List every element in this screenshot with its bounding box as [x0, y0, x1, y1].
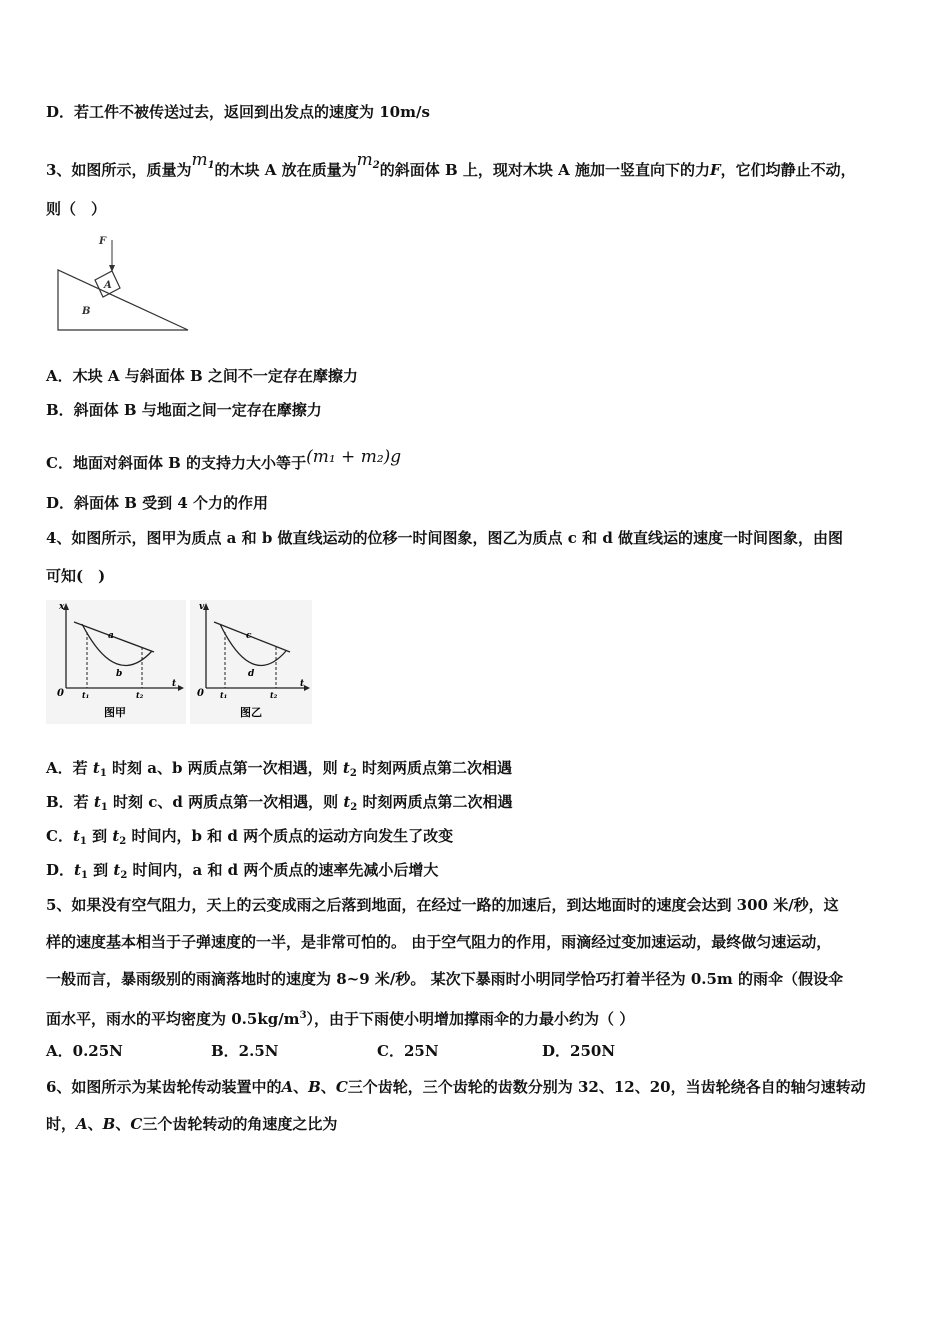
- q3-option-d: D．斜面体 B 受到 4 个力的作用: [46, 494, 269, 512]
- q6-stem-line2: 时，A、B、C三个齿轮转动的角速度之比为: [46, 1115, 338, 1133]
- curve-d-label: d: [248, 669, 255, 679]
- t-axis-label: t: [300, 679, 305, 689]
- incline-b-label: B: [82, 306, 91, 317]
- q4-option-d: D．$t_1$ 到 $t_2$ 时间内，a 和 d 两个质点的速率先减小后增大: [46, 861, 439, 881]
- support-force-formula: (m₁ + m₂)g: [306, 447, 402, 467]
- q5-option-b: B．2.5N: [211, 1042, 279, 1060]
- line-c-label: c: [246, 631, 252, 641]
- origin-label: 0: [197, 688, 204, 699]
- q5-option-d: D．250N: [542, 1042, 616, 1060]
- q4-option-b: B．若 $t_1$ 时刻 c、d 两质点第一次相遇，则 $t_2$ 时刻两质点第二次相遇: [46, 793, 513, 813]
- t-axis-label: t: [172, 679, 177, 689]
- force-label: F: [99, 236, 107, 247]
- q4-option-a: A．若 $t_1$ 时刻 a、b 两质点第一次相遇，则 $t_2$ 时刻两质点第二次相遇: [46, 759, 513, 779]
- incline-triangle: [58, 270, 188, 330]
- line-a-label: a: [108, 631, 114, 641]
- q3-option-b: B．斜面体 B 与地面之间一定存在摩擦力: [46, 401, 322, 419]
- q5-stem-line3: 一般而言，暴雨级别的雨滴落地时的速度为 8~9 米/秒。 某次下暴雨时小明同学恰巧打着半径为 0.5m 的雨伞（假设伞: [46, 970, 844, 988]
- q3-stem-line2: 则（ ）: [46, 200, 107, 218]
- t2-label: t₂: [270, 690, 278, 700]
- q4-stem-line1: 4、如图所示，图甲为质点 a 和 b 做直线运动的位移一时间图象，图乙为质点 c 和 d 做直线运的速度一时间图象，由图: [46, 529, 844, 547]
- figure-caption: 图甲: [104, 706, 126, 719]
- t1-label: t₁: [220, 690, 228, 700]
- q5-stem-line4: 面水平，雨水的平均密度为 $0.5kg/m^3$），由于下雨使小明增加撑雨伞的力最小约为（ ）: [46, 1010, 635, 1028]
- q4-stem-line2: 可知( ): [46, 567, 106, 585]
- figure-caption: 图乙: [240, 706, 262, 719]
- q3-option-a: A．木块 A 与斜面体 B 之间不一定存在摩擦力: [46, 367, 358, 385]
- q3-incline-figure: [50, 232, 195, 336]
- q2-option-d: D．若工件不被传送过去，返回到出发点的速度为 10m/s: [46, 103, 430, 121]
- q5-option-c: C．25N: [377, 1042, 439, 1060]
- q3-option-c: C．地面对斜面体 B 的支持力大小等于(m₁ + m₂)g: [46, 447, 402, 472]
- q5-stem-line2: 样的速度基本相当于子弹速度的一半，是非常可怕的。 由于空气阻力的作用，雨滴经过变加速运动，最终做匀速运动，: [46, 933, 832, 951]
- q5-option-a: A．0.25N: [46, 1042, 123, 1060]
- q5-stem-line1: 5、如果没有空气阻力，天上的云变成雨之后落到地面，在经过一路的加速后，到达地面时的速度会达到 300 米/秒，这: [46, 896, 839, 914]
- q6-stem-line1: 6、如图所示为某齿轮传动装置中的A、B、C三个齿轮，三个齿轮的齿数分别为 32、12、20，当齿轮绕各自的轴匀速转动: [46, 1078, 866, 1096]
- q4-figure-jia: [46, 600, 186, 724]
- block-a-label: A: [104, 280, 112, 291]
- curve-b-label: b: [116, 669, 123, 679]
- t2-label: t₂: [136, 690, 144, 700]
- y-axis-label: x: [59, 602, 65, 612]
- q4-figure-yi: [190, 600, 312, 724]
- force-arrowhead: [109, 265, 115, 272]
- origin-label: 0: [57, 688, 64, 699]
- y-axis-label: v: [199, 602, 205, 612]
- q4-option-c: C．$t_1$ 到 $t_2$ 时间内，b 和 d 两个质点的运动方向发生了改变: [46, 827, 454, 847]
- q3-stem-line1: 3、如图所示，质量为$m_1$的木块 A 放在质量为$m_2$的斜面体 B 上，现对木块 A 施加一竖直向下的力F，它们均静止不动，: [46, 150, 856, 179]
- t1-label: t₁: [82, 690, 90, 700]
